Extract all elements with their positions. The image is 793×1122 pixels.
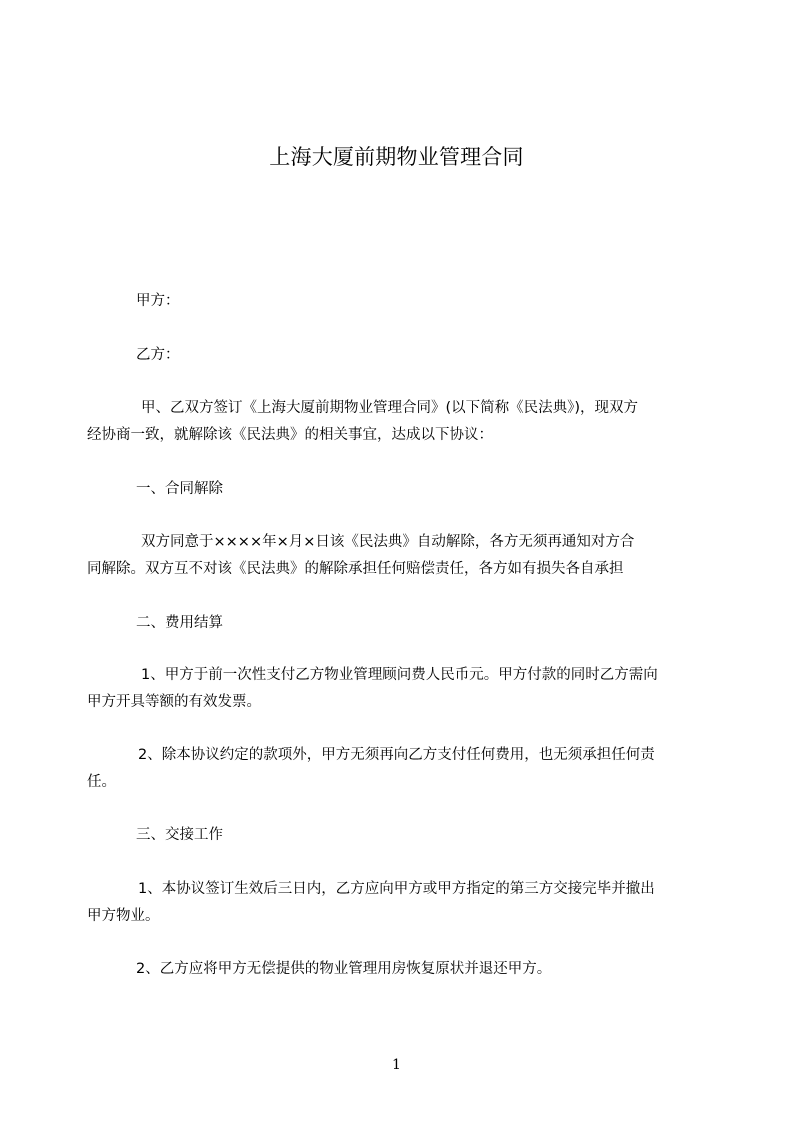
section-heading-handover: 三、交接工作 — [136, 827, 223, 843]
termination-paragraph-line-1: 双方同意于××××年×月×日该《民法典》自动解除，各方无须再通知对方合 — [141, 534, 635, 550]
settlement-item-1-line-2: 甲方开具等额的有效发票。 — [87, 694, 261, 710]
page-number: 1 — [392, 1057, 401, 1073]
party-b-label: 乙方： — [136, 347, 180, 363]
section-heading-settlement: 二、费用结算 — [136, 615, 223, 631]
handover-item-1-line-2: 甲方物业。 — [87, 908, 160, 924]
settlement-item-1-line-1: 1、甲方于前一次性支付乙方物业管理顾问费人民币元。甲方付款的同时乙方需向 — [141, 667, 658, 683]
settlement-item-2-line-2: 任。 — [87, 774, 116, 790]
termination-paragraph-line-2: 同解除。双方互不对该《民法典》的解除承担任何赔偿责任，各方如有损失各自承担 — [87, 561, 624, 577]
party-a-label: 甲方： — [136, 293, 180, 309]
intro-paragraph-line-2: 经协商一致，就解除该《民法典》的相关事宜，达成以下协议： — [87, 427, 493, 443]
intro-paragraph-line-1: 甲、乙双方签订《上海大厦前期物业管理合同》(以下简称《民法典》)，现双方 — [141, 400, 639, 416]
document-title: 上海大厦前期物业管理合同 — [269, 145, 524, 169]
handover-item-2-line-1: 2、乙方应将甲方无偿提供的物业管理用房恢复原状并退还甲方。 — [136, 961, 552, 977]
settlement-item-2-line-1: 2、除本协议约定的款项外，甲方无须再向乙方支付任何费用，也无须承担任何责 — [138, 747, 655, 763]
handover-item-1-line-1: 1、本协议签订生效后三日内，乙方应向甲方或甲方指定的第三方交接完毕并撤出 — [138, 881, 655, 897]
section-heading-termination: 一、合同解除 — [136, 481, 223, 497]
